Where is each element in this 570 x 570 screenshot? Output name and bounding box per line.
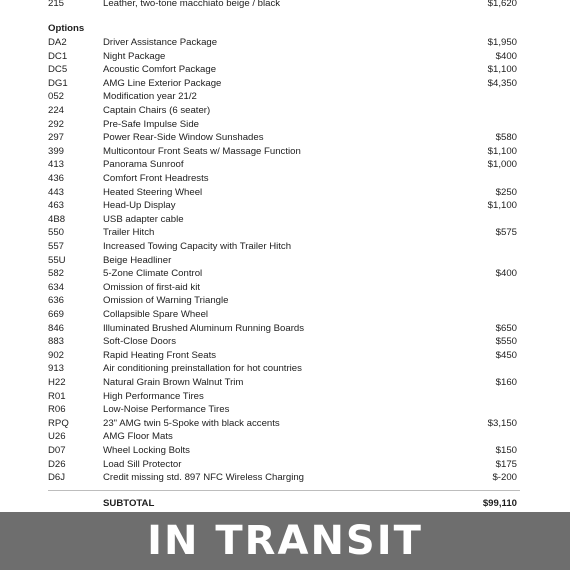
option-code: 669 xyxy=(48,309,65,320)
option-code: 582 xyxy=(48,268,65,280)
option-row xyxy=(0,254,570,268)
option-description: Omission of Warning Triangle xyxy=(103,295,229,307)
option-description: Increased Towing Capacity with Trailer Hitch xyxy=(103,241,292,252)
option-row xyxy=(0,213,570,227)
option-price: $1,000 xyxy=(487,159,517,171)
option-row xyxy=(0,471,570,485)
option-code: 215 xyxy=(48,0,65,9)
option-price: $250 xyxy=(495,186,517,198)
option-code: 413 xyxy=(48,159,65,171)
option-price: $1,100 xyxy=(487,145,517,157)
option-code: D26 xyxy=(48,458,66,470)
section-heading: Options xyxy=(48,23,85,34)
option-row xyxy=(0,104,570,118)
option-code: U26 xyxy=(48,431,66,443)
option-row xyxy=(0,36,570,50)
option-description: USB adapter cable xyxy=(103,213,184,225)
option-description: Air conditioning preinstallation for hot countries xyxy=(103,363,302,375)
option-description: Multicontour Front Seats w/ Massage Function xyxy=(103,145,301,157)
option-code: 297 xyxy=(48,132,65,144)
option-description: AMG Line Exterior Package xyxy=(103,77,222,89)
option-code: 224 xyxy=(48,105,65,116)
option-description: Heated Steering Wheel xyxy=(103,186,203,198)
option-row xyxy=(0,308,570,322)
option-description: Trailer Hitch xyxy=(103,227,155,239)
option-code: 557 xyxy=(48,241,65,252)
option-row xyxy=(0,145,570,159)
option-description: Low-Noise Performance Tires xyxy=(103,404,230,416)
previous-row xyxy=(0,0,570,11)
option-description: AMG Floor Mats xyxy=(103,431,173,443)
option-row xyxy=(0,267,570,281)
option-code: 443 xyxy=(48,186,65,198)
option-description: Comfort Front Headrests xyxy=(103,173,209,184)
option-description: Omission of first-aid kit xyxy=(103,281,201,293)
option-description: Modification year 21/2 xyxy=(103,91,197,103)
option-row xyxy=(0,158,570,172)
option-code: H22 xyxy=(48,377,66,388)
option-description: Leather, two-tone macchiato beige / black xyxy=(103,0,281,9)
option-row xyxy=(0,281,570,295)
option-code: R01 xyxy=(48,390,66,402)
option-price: $-200 xyxy=(492,472,517,484)
option-code: DC5 xyxy=(48,64,68,76)
option-description: Collapsible Spare Wheel xyxy=(103,309,209,320)
option-code: 55U xyxy=(48,254,66,266)
option-row xyxy=(0,240,570,254)
option-price: $1,100 xyxy=(487,64,517,76)
option-row xyxy=(0,430,570,444)
option-row xyxy=(0,131,570,145)
option-description: High Performance Tires xyxy=(103,390,204,402)
option-code: 883 xyxy=(48,336,65,348)
option-row xyxy=(0,90,570,104)
subtotal-label: SUBTOTAL xyxy=(103,498,155,509)
option-description: Pre-Safe Impulse Side xyxy=(103,118,199,130)
option-row xyxy=(0,458,570,472)
option-row xyxy=(0,376,570,390)
option-price: $4,350 xyxy=(487,77,517,89)
option-description: 23" AMG twin 5-Spoke with black accents xyxy=(103,417,280,429)
option-price: $1,950 xyxy=(487,37,517,48)
option-code: 550 xyxy=(48,227,65,239)
option-price: $150 xyxy=(495,445,517,456)
option-description: Wheel Locking Bolts xyxy=(103,445,190,456)
option-description: Captain Chairs (6 seater) xyxy=(103,105,211,116)
option-row xyxy=(0,335,570,349)
option-code: R06 xyxy=(48,404,66,416)
option-description: Acoustic Comfort Package xyxy=(103,64,217,76)
option-description: Rapid Heating Front Seats xyxy=(103,349,217,361)
option-description: Power Rear-Side Window Sunshades xyxy=(103,132,264,144)
option-code: RPQ xyxy=(48,417,69,429)
option-row xyxy=(0,186,570,200)
option-description: Driver Assistance Package xyxy=(103,37,218,48)
option-code: 846 xyxy=(48,322,65,334)
option-code: D07 xyxy=(48,445,66,456)
option-row xyxy=(0,390,570,404)
option-row xyxy=(0,417,570,431)
option-price: $3,150 xyxy=(487,417,517,429)
option-price: $160 xyxy=(495,377,517,388)
option-row xyxy=(0,349,570,363)
option-code: 292 xyxy=(48,118,65,130)
option-price: $1,100 xyxy=(487,200,517,212)
option-description: Credit missing std. 897 NFC Wireless Charging xyxy=(103,472,305,484)
option-row xyxy=(0,444,570,458)
option-code: 399 xyxy=(48,145,65,157)
option-description: 5-Zone Climate Control xyxy=(103,268,203,280)
option-code: 436 xyxy=(48,173,65,184)
option-description: Soft-Close Doors xyxy=(103,336,177,348)
option-price: $650 xyxy=(495,322,517,334)
option-code: 463 xyxy=(48,200,65,212)
option-price: $1,620 xyxy=(487,0,517,9)
option-code: DG1 xyxy=(48,77,68,89)
status-banner xyxy=(0,512,570,570)
option-code: 4B8 xyxy=(48,213,66,225)
option-code: 636 xyxy=(48,295,65,307)
option-code: 913 xyxy=(48,363,65,375)
option-description: Head-Up Display xyxy=(103,200,176,212)
option-row xyxy=(0,172,570,186)
option-price: $575 xyxy=(495,227,517,239)
option-price: $400 xyxy=(495,50,517,62)
subtotal-value: $99,110 xyxy=(482,498,517,509)
option-code: D6J xyxy=(48,472,66,484)
option-code: 634 xyxy=(48,281,65,293)
option-code: DC1 xyxy=(48,50,68,62)
option-price: $175 xyxy=(495,458,517,470)
option-row xyxy=(0,294,570,308)
option-code: 052 xyxy=(48,91,65,103)
option-row xyxy=(0,50,570,64)
option-code: DA2 xyxy=(48,37,67,48)
option-row xyxy=(0,118,570,132)
option-description: Panorama Sunroof xyxy=(103,159,184,171)
subtotal-divider xyxy=(48,490,520,491)
option-code: 902 xyxy=(48,349,65,361)
option-row xyxy=(0,226,570,240)
option-row xyxy=(0,322,570,336)
option-row xyxy=(0,77,570,91)
option-description: Beige Headliner xyxy=(103,254,172,266)
option-row xyxy=(0,362,570,376)
option-price: $450 xyxy=(495,349,517,361)
option-description: Illuminated Brushed Aluminum Running Boards xyxy=(103,322,305,334)
option-row xyxy=(0,199,570,213)
option-price: $550 xyxy=(495,336,517,348)
option-description: Night Package xyxy=(103,50,166,62)
subtotal-row xyxy=(0,497,570,511)
option-description: Load Sill Protector xyxy=(103,458,182,470)
option-price: $580 xyxy=(495,132,517,144)
option-row xyxy=(0,63,570,77)
option-row xyxy=(0,403,570,417)
option-description: Natural Grain Brown Walnut Trim xyxy=(103,377,244,388)
banner-text: IN TRANSIT xyxy=(147,518,423,564)
option-price: $400 xyxy=(495,268,517,280)
